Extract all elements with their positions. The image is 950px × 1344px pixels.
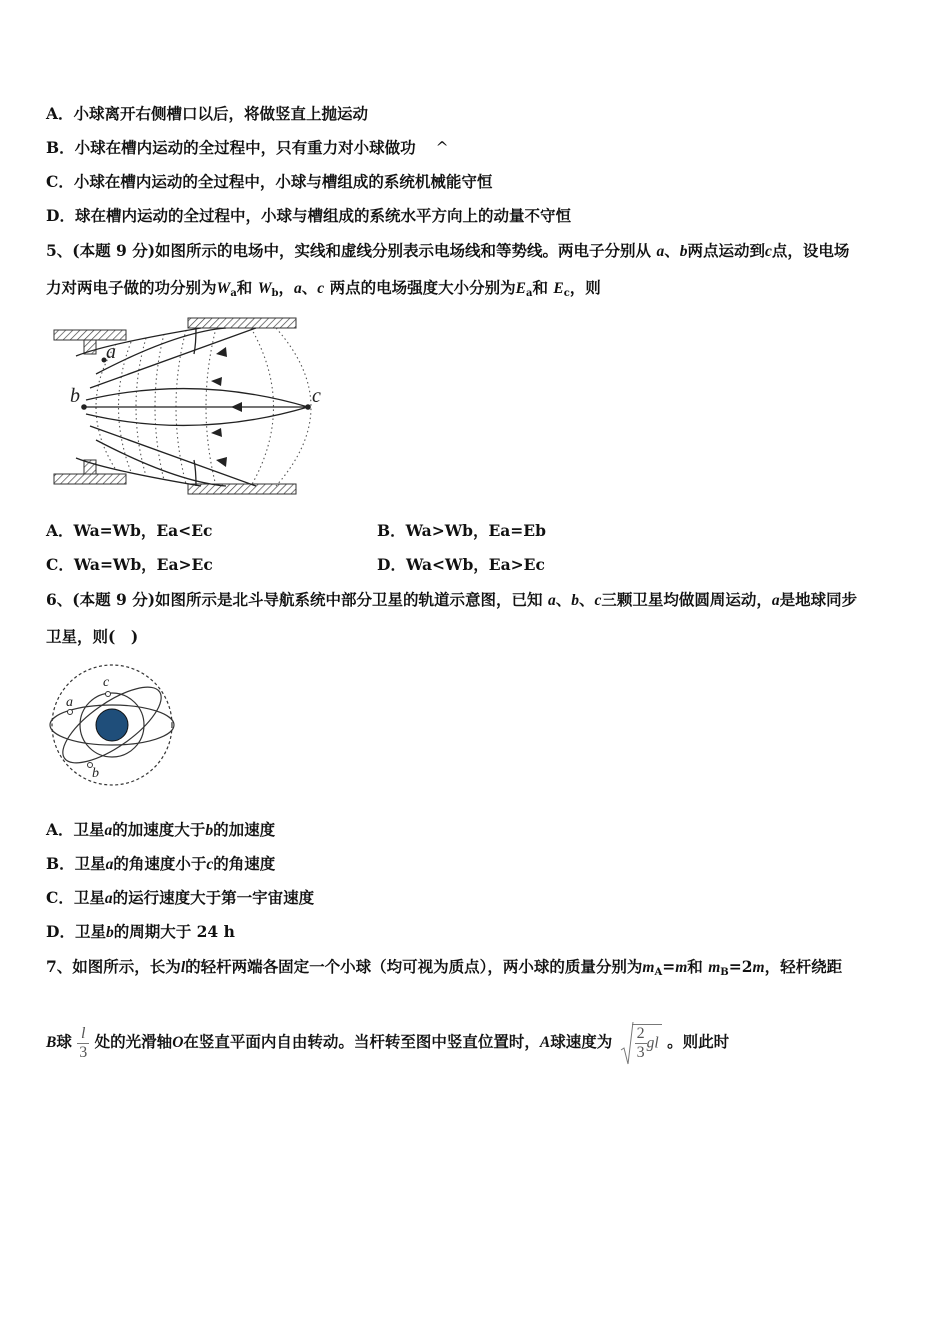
q7-stem-line1: 7、如图所示，长为l的轻杆两端各固定一个小球（均可视为质点），两小球的质量分别为$m_A=m$和 $m_B=2m$，轻杆绕距 [46, 957, 843, 978]
q5-stem-line2: 力对两电子做的功分别为$W_a$和 $W_b$，a、c 两点的电场强度大小分别为$E_a$和 $E_c$，则 [46, 278, 601, 299]
field-label-a: a [106, 341, 116, 363]
q5-option-d: D．Wa<Wb，Ea>Ec [377, 555, 545, 574]
q4-option-d: D．球在槽内运动的全过程中，小球与槽组成的系统水平方向上的动量不守恒 [46, 206, 571, 225]
orbit-label-c: c [103, 675, 110, 690]
q4-option-c: C．小球在槽内运动的全过程中，小球与槽组成的系统机械能守恒 [46, 172, 493, 191]
caret-mark: ^ [435, 139, 449, 157]
q5-option-a: A．Wa=Wb，Ea<Ec [46, 521, 213, 540]
q6-stem-line2: 卫星，则( ) [46, 627, 139, 646]
q7-stem-line2: B球 $\frac{l}{3}$ 处的光滑轴O在竖直平面内自由转动。当杆转至图中竖直位置时，A球速度为 $\frac{2}{3}$ gl 。则此时 [46, 1020, 729, 1066]
q5-option-b: B．Wa>Wb，Ea=Eb [377, 521, 546, 540]
orbit-label-a: a [66, 695, 73, 710]
q4-option-a: A．小球离开右侧槽口以后，将做竖直上抛运动 [46, 104, 369, 123]
q5-option-c: C．Wa=Wb，Ea>Ec [46, 555, 213, 574]
electric-field-figure [46, 314, 336, 499]
q5-stem-line1: 5、(本题 9 分)如图所示的电场中，实线和虚线分别表示电场线和等势线。两电子分别从 a、b两点运动到c点，设电场 [46, 241, 850, 260]
fraction-l-over-3: $\frac{l}{3}$ [79, 1024, 88, 1061]
field-label-b: b [70, 385, 80, 407]
q6-option-d: D．卫星b的周期大于 24 h [46, 922, 235, 941]
orbit-label-b: b [92, 766, 99, 781]
satellite-orbit-figure [46, 664, 178, 786]
q6-option-b: B．卫星a的角速度小于c的角速度 [46, 854, 276, 873]
q6-stem-line1: 6、(本题 9 分)如图所示是北斗导航系统中部分卫星的轨道示意图，已知 a、b、c三颗卫星均做圆周运动，a是地球同步 [46, 590, 858, 609]
q6-option-c: C．卫星a的运行速度大于第一宇宙速度 [46, 888, 315, 907]
field-label-c: c [312, 385, 321, 407]
q4-option-b: B．小球在槽内运动的全过程中，只有重力对小球做功 ^ [46, 138, 449, 157]
sqrt-expression: $\frac{2}{3}$ gl [620, 1020, 662, 1066]
q6-option-a: A．卫星a的加速度大于b的加速度 [46, 820, 276, 839]
